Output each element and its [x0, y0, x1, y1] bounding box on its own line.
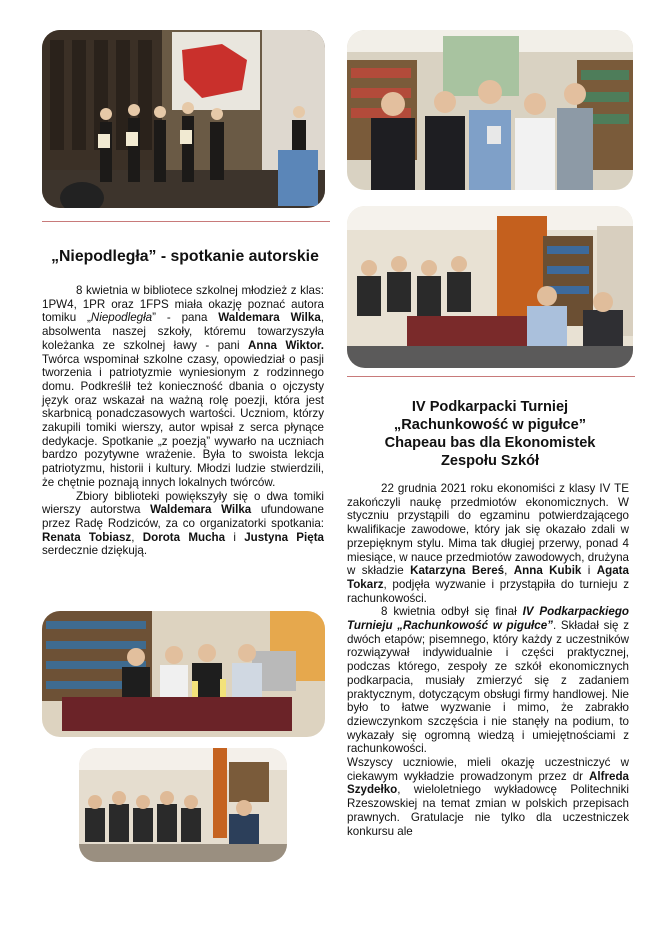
- left-paragraph-1: 8 kwietnia w bibliotece szkolnej młodzież z klas: 1PW4, 1PR oraz 1FPS miała okazję poznać autora tomiku „Niepodległa” - pana Waldemara Wilka, absolwenta naszej szkoły, któremu towarzyszyła koleżanka ze szkolnej ławy - pani Anna Wiktor. Twórca wspominał szkolne czasy, opowiedział o pasji tworzenia i patriotyzmie wyniesionym z rodzinnego domu. Podkreślił też konieczność dbania o ojczysty język oraz wskazał na ważną rolę poezji, która jest skarbnicą ponadczasowych wartości. Uczniom, którzy zakupili tomiki wierszy, autor wpisał z serca płynące dedykacje. Spotkanie „z poezją” wywarło na uczniach bardzo pozytywne wrażenie. Była to swoista lekcja patriotyzmu, historii i kultury. Młodzi ludzie stwierdzili, że chętnie poznają innych lokalnych twórców.: [42, 284, 324, 489]
- left-article-body: [42, 284, 324, 558]
- photo-author-meeting: [42, 30, 325, 208]
- right-title-line-2: „Rachunkowość w pigułce”: [393, 417, 587, 433]
- photo-audience-speaker: [347, 206, 633, 368]
- right-paragraph-3: Wszyscy uczniowie, mieli okazję uczestniczyć w ciekawym wykładzie prowadzonym przez dr Alfreda Szydełko, wieloletniego wykładowcę Politechniki Rzeszowskiej na temat zmian w polskich przepisach prawnych. Gratulacje nie tylko dla uczestniczek konkursu ale: [347, 756, 629, 838]
- left-paragraph-2: Zbiory biblioteki powiększyły się o dwa tomiki wierszy autorstwa Waldemara Wilka ufundowane przez Radę Rodziców, za co organizatorki spotkania: Renata Tobiasz, Dorota Mucha i Justyna Pięta serdecznie dziękują.: [42, 489, 324, 558]
- right-title-line-3: Chapeau bas dla Ekonomistek: [384, 435, 596, 451]
- photo-lecture-audience: [79, 748, 287, 862]
- photo-award-group: [347, 30, 633, 190]
- left-article-title: „Niepodległa” - spotkanie autorskie: [51, 248, 319, 265]
- right-section-divider: [347, 376, 635, 377]
- right-title-line-4: Zespołu Szkół: [440, 453, 540, 469]
- right-article-body: [347, 482, 629, 838]
- right-article-title: [347, 398, 633, 470]
- right-paragraph-2: 8 kwietnia odbył się finał IV Podkarpackiego Turnieju „Rachunkowość w pigułce”. Składał się z dwóch etapów; pisemnego, który każdy z uczestników rozwiązywał indywidualnie i części praktycznej, podczas którego, zespoły ze szkół ekonomicznych podkarpacia, musiały zmierzyć się z zadaniem praktycznym, dotyczącym obsługi firmy handlowej. Nie było to łatwe wyzwanie i mimo, że zabrakło dziewczynkom szczęścia i nie stanęły na podium, to wykazały się ogromną wiedzą i umiejętnościami z rachunkowości.: [347, 605, 630, 756]
- left-section-divider: [42, 221, 330, 222]
- photo-panel-table: [42, 611, 325, 737]
- right-title-line-1: IV Podkarpacki Turniej: [411, 399, 569, 415]
- right-paragraph-1: 22 grudnia 2021 roku ekonomiści z klasy IV TE zakończyli naukę przedmiotów ekonomicznych. W styczniu przystąpili do egzaminu potwierdzającego kwalifikacje zawodowe, który jak się okazało zdali w przepięknym stylu. Mima tak długiej przerwy, ponad 4 miesiące, w nauce przedmiotów zawodowych, drużyna w składzie Katarzyna Bereś, Anna Kubik i Agata Tokarz, podjęła wyzwanie i przystąpiła do turnieju z rachunkowości.: [347, 482, 629, 605]
